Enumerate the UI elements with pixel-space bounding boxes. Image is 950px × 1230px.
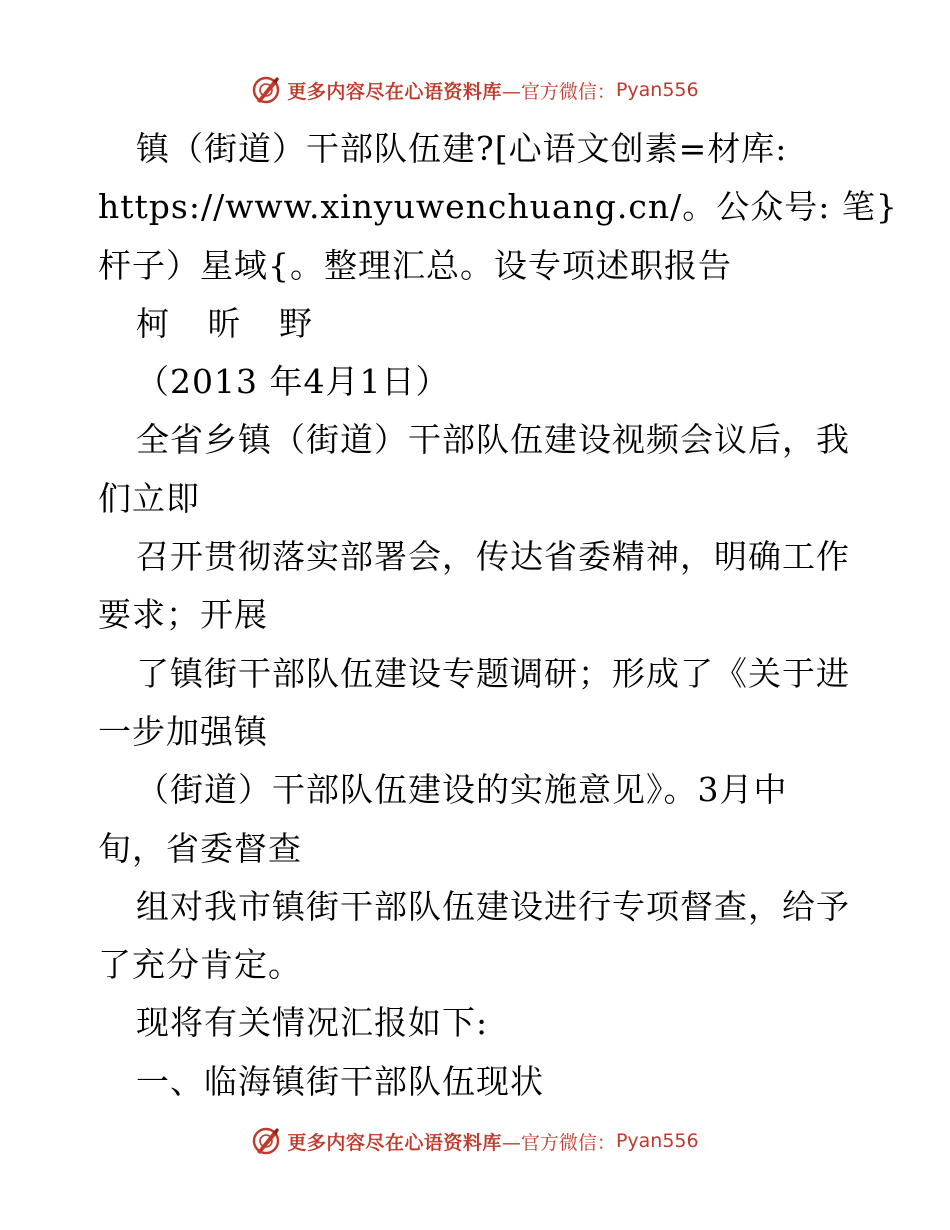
watermark-sub-text: —官方微信：	[501, 80, 616, 103]
title-line-1: 镇（街道）干部队伍建?[心语文创素=材库:	[136, 129, 788, 168]
paragraph-line: 组对我市镇街干部队伍建设进行专项督查，给予	[136, 886, 850, 926]
paragraph-line: 旬，省委督查	[98, 828, 302, 868]
pen-logo-icon	[251, 1126, 281, 1156]
watermark-main-text: 更多内容尽在心语资料库	[287, 80, 502, 103]
paragraph-line: （街道）干部队伍建设的实施意见》。3月中	[136, 770, 788, 810]
paragraph-line: 了充分肯定。	[98, 945, 302, 985]
author-name: 柯 昕 野	[136, 303, 326, 343]
watermark-wechat-id: Pyan556	[615, 79, 699, 101]
document-body	[98, 120, 898, 1111]
paragraph-line: 一步加强镇	[98, 711, 268, 751]
footer-watermark	[0, 1124, 950, 1158]
watermark-main-text: 更多内容尽在心语资料库	[287, 1131, 502, 1154]
title-line-3: 杆子）星域{。整理汇总。设专项述职报告	[98, 245, 732, 285]
title-line-2: https://www.xinyuwenchuang.cn/。公众号: 笔}	[98, 187, 898, 227]
paragraph-line: 全省乡镇（街道）干部队伍建设视频会议后，我	[136, 420, 850, 460]
paragraph-line: 们立即	[98, 478, 200, 518]
paragraph-line: 现将有关情况汇报如下:	[136, 1003, 489, 1043]
paragraph-line: 召开贯彻落实部署会，传达省委精神，明确工作	[136, 537, 850, 577]
header-watermark	[0, 73, 950, 107]
paragraph-line: 要求；开展	[98, 595, 268, 635]
watermark-sub-text: —官方微信：	[501, 1131, 616, 1154]
watermark-wechat-id: Pyan556	[615, 1130, 699, 1152]
paragraph-line: 了镇街干部队伍建设专题调研；形成了《关于进	[136, 653, 850, 693]
section-heading: 一、临海镇街干部队伍现状	[136, 1061, 544, 1101]
report-date: （2013 年4月1日）	[136, 362, 450, 402]
pen-logo-icon	[251, 75, 281, 105]
